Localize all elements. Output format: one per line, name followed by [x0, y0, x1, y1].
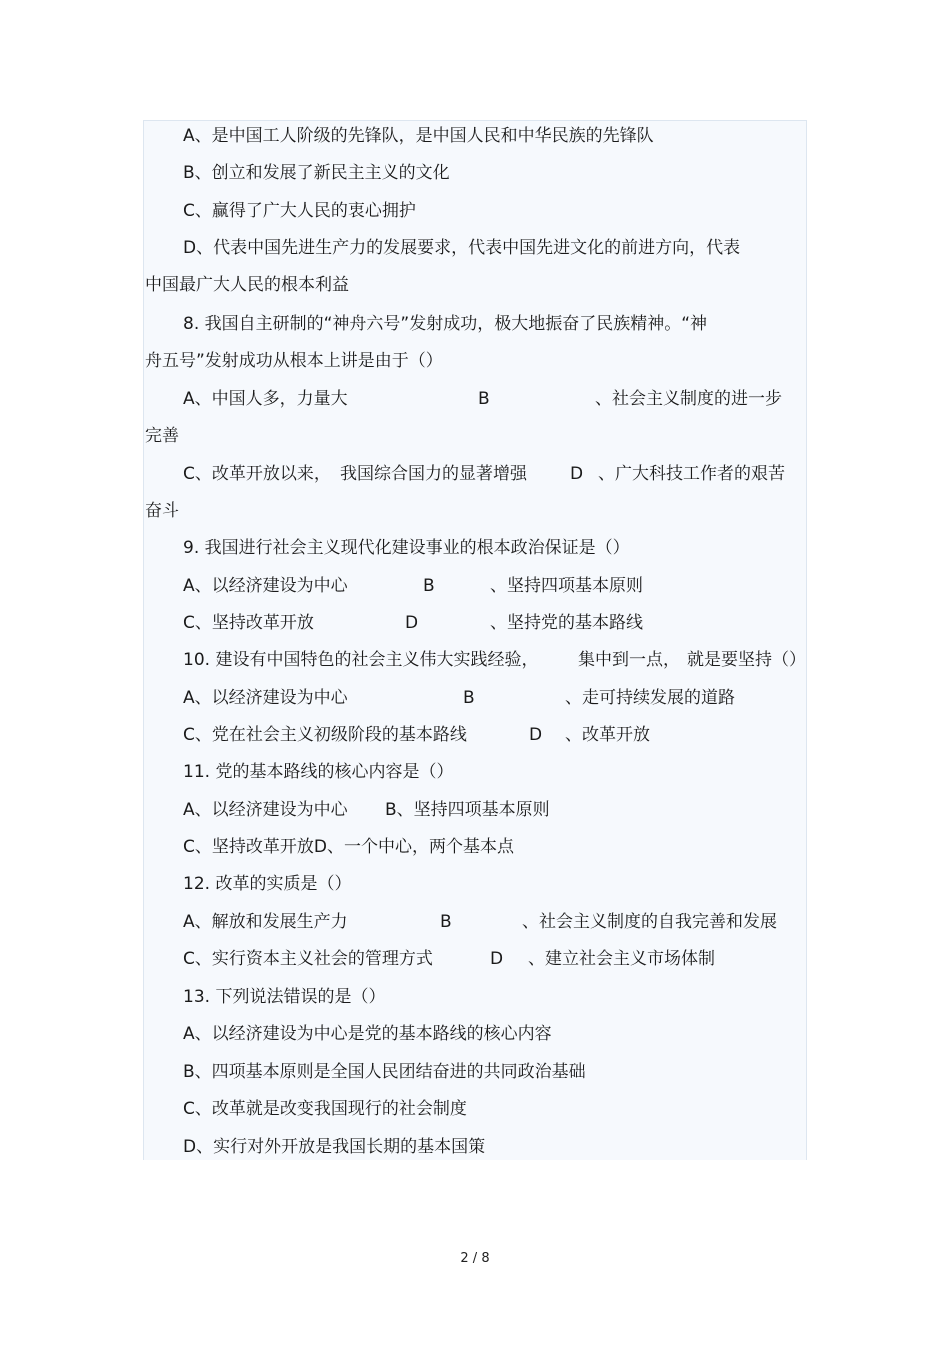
option-11c-d: C、坚持改革开放D、一个中心，两个基本点 — [183, 837, 514, 857]
option-12b-letter: B — [440, 912, 452, 932]
question-10-part3: 就是要坚持（） — [687, 650, 806, 670]
option-9c: C、坚持改革开放 — [183, 613, 314, 633]
option-10c: C、党在社会主义初级阶段的基本路线 — [183, 725, 467, 745]
option-13a: A、以经济建设为中心是党的基本路线的核心内容 — [183, 1024, 552, 1044]
page-number: 2 / 8 — [460, 1251, 490, 1266]
question-10-part1: 10. 建设有中国特色的社会主义伟大实践经验， — [183, 650, 539, 670]
question-10-part2: 集中到一点， — [578, 650, 680, 670]
option-7d-continued: 中国最广大人民的根本利益 — [145, 275, 349, 295]
option-8d-letter: D — [570, 464, 584, 484]
question-11: 11. 党的基本路线的核心内容是（） — [183, 762, 454, 782]
option-7a: A、是中国工人阶级的先锋队，是中国人民和中华民族的先锋队 — [183, 126, 654, 146]
option-8d: 、广大科技工作者的艰苦 — [598, 464, 785, 484]
option-8d-continued: 奋斗 — [145, 501, 179, 521]
option-12a: A、解放和发展生产力 — [183, 912, 348, 932]
option-9b: 、坚持四项基本原则 — [490, 576, 643, 596]
question-8-continued: 舟五号”发射成功从根本上讲是由于（） — [145, 351, 443, 371]
option-9d-letter: D — [405, 613, 419, 633]
option-8b-continued: 完善 — [145, 426, 179, 446]
question-9: 9. 我国进行社会主义现代化建设事业的根本政治保证是（） — [183, 538, 630, 558]
option-10a: A、以经济建设为中心 — [183, 688, 348, 708]
option-8c-part2: 我国综合国力的显著增强 — [340, 464, 527, 484]
option-10d-letter: D — [529, 725, 543, 745]
question-8: 8. 我国自主研制的“神舟六号”发射成功，极大地振奋了民族精神。“神 — [183, 314, 708, 334]
option-8a: A、中国人多，力量大 — [183, 389, 348, 409]
option-13c: C、改革就是改变我国现行的社会制度 — [183, 1099, 467, 1119]
question-12: 12. 改革的实质是（） — [183, 874, 352, 894]
option-8b: 、社会主义制度的进一步 — [595, 389, 782, 409]
option-9a: A、以经济建设为中心 — [183, 576, 348, 596]
option-7b: B、创立和发展了新民主主义的文化 — [183, 163, 450, 183]
option-7d: D、代表中国先进生产力的发展要求，代表中国先进文化的前进方向，代表 — [183, 238, 741, 258]
option-10b-letter: B — [463, 688, 475, 708]
option-10d: 、改革开放 — [565, 725, 650, 745]
option-9b-letter: B — [423, 576, 435, 596]
option-11a: A、以经济建设为中心 — [183, 800, 348, 820]
option-12c: C、实行资本主义社会的管理方式 — [183, 949, 433, 969]
option-13b: B、四项基本原则是全国人民团结奋进的共同政治基础 — [183, 1062, 586, 1082]
option-12b: 、社会主义制度的自我完善和发展 — [522, 912, 777, 932]
option-13d: D、实行对外开放是我国长期的基本国策 — [183, 1137, 486, 1157]
question-13: 13. 下列说法错误的是（） — [183, 987, 386, 1007]
option-8c-part1: C、改革开放以来， — [183, 464, 331, 484]
option-9d: 、坚持党的基本路线 — [490, 613, 643, 633]
option-11b: B、坚持四项基本原则 — [385, 800, 550, 820]
option-12d-letter: D — [490, 949, 504, 969]
option-7c: C、赢得了广大人民的衷心拥护 — [183, 201, 416, 221]
option-8b-letter: B — [478, 389, 490, 409]
option-10b: 、走可持续发展的道路 — [565, 688, 735, 708]
option-12d: 、建立社会主义市场体制 — [528, 949, 715, 969]
